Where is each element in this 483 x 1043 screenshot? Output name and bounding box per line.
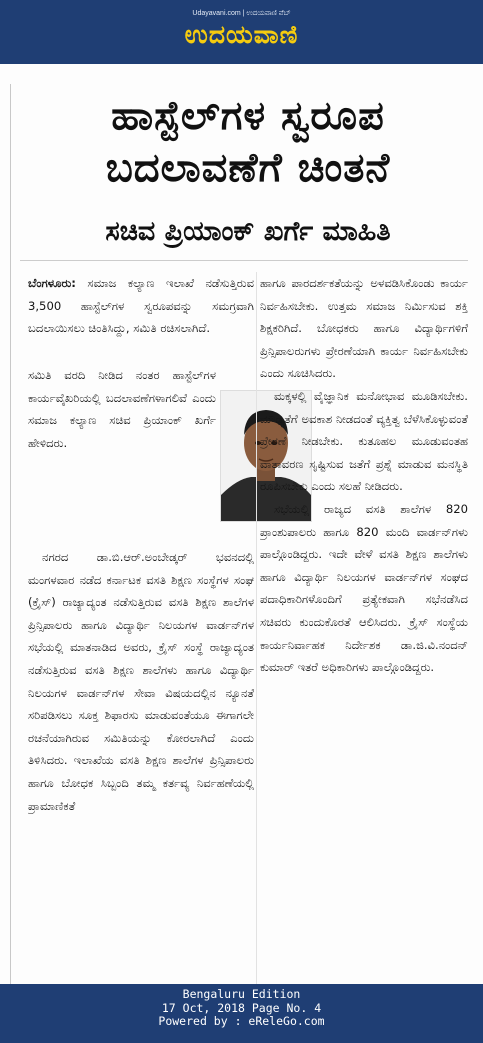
- body-text: ಸಮಿತಿ ವರದಿ ನೀಡಿದ ನಂತರ ಹಾಸ್ಟೆಲ್‌ಗಳ ಕಾರ್ಯವೈಖರಿಯಲ್ಲಿ ಬದಲಾವಣೆಗಳಾಗಲಿವೆ ಎಂದು ಸಮಾಜ ಕಲ್ಯಾಣ ಸಚಿವ ಪ್ರಿಯಾಂಕ್‌ ಖರ್ಗೆ ಹೇಳಿದರು.: [28, 368, 216, 450]
- dateline: ಬೆಂಗಳೂರು:: [28, 276, 76, 290]
- article-column-1-top: [28, 272, 254, 364]
- article-column-1-wrap: [28, 364, 216, 546]
- edition-footer: [0, 984, 483, 1043]
- edition-date-page: 17 Oct, 2018 Page No. 4: [161, 1000, 322, 1015]
- headline: [28, 90, 468, 194]
- newspaper-page: [0, 64, 483, 984]
- body-text: ಸಮಾಜ ಕಲ್ಯಾಣ ಇಲಾಖೆ ನಡೆಸುತ್ತಿರುವ 3,500 ಹಾಸ್ಟೆಲ್‌ಗಳ ಸ್ವರೂಪವನ್ನು ಸಮಗ್ರವಾಗಿ ಬದಲಾಯಿಸಲು ಚಿಂತಿಸಿದ್ದು, ಸಮಿತಿ ರಚಿಸಲಾಗಿದೆ.: [28, 276, 254, 336]
- body-text: ನಗರದ ಡಾ.ಬಿ.ಆರ್‌.ಅಂಬೇಡ್ಕರ್‌ ಭವನದಲ್ಲಿ ಮಂಗಳವಾರ ನಡೆದ ಕರ್ನಾಟಕ ವಸತಿ ಶಿಕ್ಷಣ ಸಂಸ್ಥೆಗಳ ಸಂಘ (ಕ್ರೈಸ್‌) ರಾಜ್ಯಾದ್ಯಂತ ನಡೆಸುತ್ತಿರುವ ವಸತಿ ಶಿಕ್ಷಣ ಶಾಲೆಗಳ ಪ್ರಿನ್ಸಿಪಾಲರು ಹಾಗೂ ವಿದ್ಯಾರ್ಥಿ ನಿಲಯಗಳ ವಾರ್ಡನ್‌ಗಳ ಸಭೆಯಲ್ಲಿ ಮಾತನಾಡಿದ ಅವರು, ಕ್ರೈಸ್‌ ಸಂಸ್ಥೆ ರಾಜ್ಯಾದ್ಯಂತ ನಡೆಸುತ್ತಿರುವ ವಸತಿ ಶಿಕ್ಷಣ ಶಾಲೆಗಳು ಹಾಗೂ ವಿದ್ಯಾರ್ಥಿ ನಿಲಯಗಳ ವಾರ್ಡನ್‌ಗಳ ಸೇವಾ ವಿಷಯದಲ್ಲಿನ ನ್ಯೂನತೆ ಸರಿಪಡಿಸಲು ಸೂಕ್ತ ಶಿಫಾರಸು ಮಾಡುವಂತೆಯೂ ಈಗಾಗಲೇ ರಚನೆಯಾಗಿರುವ ಸಮಿತಿಯನ್ನು ಕೋರಲಾಗಿದೆ ಎಂದು ತಿಳಿಸಿದರು. ಇಲಾಖೆಯ ವಸತಿ ಶಿಕ್ಷಣ ಶಾಲೆಗಳ ಪ್ರಿನ್ಸಿಪಾಲರು ಹಾಗೂ ಬೋಧಕ ಸಿಬ್ಬಂದಿ ತಮ್ಮ ಕರ್ತವ್ಯ ನಿರ್ವಹಣೆಯಲ್ಲಿ ಪ್ರಾಮಾಣಿಕತೆ: [28, 550, 254, 813]
- subheadline: ಸಚಿವ ಪ್ರಿಯಾಂಕ್‌ ಖರ್ಗೆ ಮಾಹಿತಿ: [105, 216, 391, 247]
- masthead: [0, 0, 483, 64]
- powered-by-link[interactable]: Powered by : eReleGo.com: [158, 1014, 325, 1028]
- body-text: ಹಾಗೂ ಪಾರದರ್ಶಕತೆಯನ್ನು ಅಳವಡಿಸಿಕೊಂಡು ಕಾರ್ಯ ನಿರ್ವಹಿಸಬೇಕು. ಉತ್ತಮ ಸಮಾಜ ನಿರ್ಮಿಸುವ ಶಕ್ತಿ ಶಿಕ್ಷಕರಿಗಿದೆ. ಬೋಧಕರು ಹಾಗೂ ವಿದ್ಯಾರ್ಥಿಗಳಿಗೆ ಪ್ರಿನ್ಸಿಪಾಲರುಗಳು ಪ್ರೇರಣೆಯಾಗಿ ಕಾರ್ಯ ನಿರ್ವಹಿಸಬೇಕು ಎಂದು ಸೂಚಿಸಿದರು.: [260, 276, 468, 381]
- page-fold-line: [10, 84, 11, 984]
- article-column-1-bottom: [28, 546, 254, 984]
- headline-line-1: ಹಾಸ್ಟೆಲ್‌ಗಳ ಸ್ವರೂಪ: [111, 93, 385, 139]
- masthead-url[interactable]: Udayavani.com | ಉದಯವಾಣಿ ವೆಬ್: [192, 10, 291, 17]
- headline-line-2: ಬದಲಾವಣೆಗೆ ಚಿಂತನೆ: [105, 145, 391, 191]
- column-separator: [256, 272, 257, 984]
- body-text: ಮಕ್ಕಳಲ್ಲಿ ವೈಜ್ಞಾನಿಕ ಮನೋಭಾವ ಮೂಡಿಸಬೇಕು. ಮೌಢ್ಯತೆಗೆ ಅವಕಾಶ ನೀಡದಂತೆ ವ್ಯಕ್ತಿತ್ವ ಬೆಳೆಸಿಕೊಳ್ಳುವಂತೆ ಪ್ರೇರಣೆ ನೀಡಬೇಕು. ಕುತೂಹಲ ಮೂಡುವಂತಹ ವಾತಾವರಣ ಸೃಷ್ಟಿಸುವ ಜತೆಗೆ ಪ್ರಶ್ನೆ ಮಾಡುವ ಮನಸ್ಥಿತಿ ರೂಪಿಸಬೇಕು ಎಂದು ಸಲಹೆ ನೀಡಿದರು.: [260, 388, 468, 494]
- article-column-2: [260, 272, 468, 984]
- masthead-logo: ಉದಯವಾಣಿ: [184, 20, 299, 49]
- headline-divider: [20, 260, 468, 261]
- body-text: ಸಭೆಯಲ್ಲಿ ರಾಜ್ಯದ ವಸತಿ ಶಾಲೆಗಳ 820 ಪ್ರಾಂಶುಪಾಲರು ಹಾಗೂ 820 ಮಂದಿ ವಾರ್ಡನ್‌ಗಳು ಪಾಲ್ಗೊಂಡಿದ್ದರು. ಇದೇ ವೇಳೆ ವಸತಿ ಶಿಕ್ಷಣ ಶಾಲೆಗಳು ಹಾಗೂ ವಿದ್ಯಾರ್ಥಿ ನಿಲಯಗಳ ವಾರ್ಡನ್‌ಗಳ ಸಂಘದ ಪದಾಧಿಕಾರಿಗಳೊಂದಿಗೆ ಪ್ರತ್ಯೇಕವಾಗಿ ಸಭೆನಡೆಸಿದ ಸಚಿವರು ಕುಂದುಕೊರತೆ ಆಲಿಸಿದರು. ಕ್ರೈಸ್‌ ಸಂಸ್ಥೆಯ ಕಾರ್ಯನಿರ್ವಾಹಕ ನಿರ್ದೇಶಕ ಡಾ.ಜಿ.ವಿ.ನಂದನ್‌ ಕುಮಾರ್‌ ಇತರೆ ಅಧಿಕಾರಿಗಳು ಪಾಲ್ಗೊಂಡಿದ್ದರು.: [260, 501, 468, 675]
- edition-name: Bengaluru Edition: [182, 987, 301, 1001]
